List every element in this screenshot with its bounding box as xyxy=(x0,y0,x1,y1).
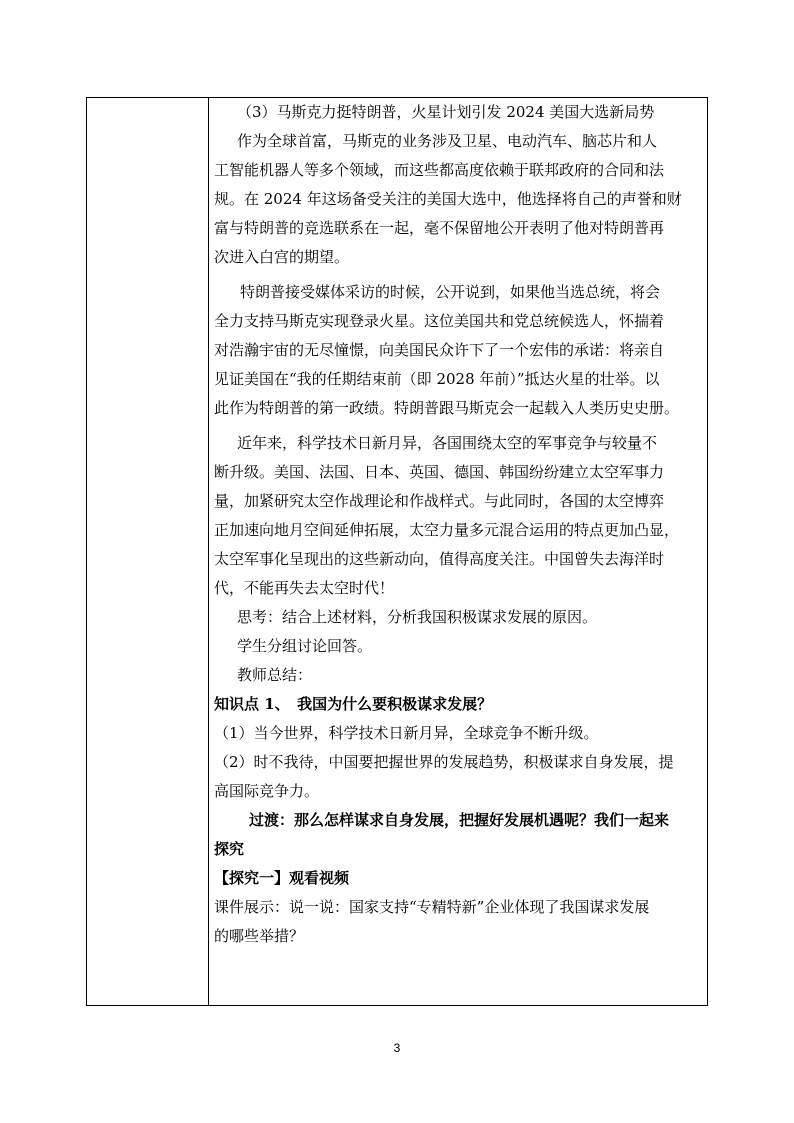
paragraph-line: 正加速向地月空间延伸拓展，太空力量多元混合运用的特点更加凸显， xyxy=(214,521,680,539)
paragraph-line: 特朗普接受媒体采访的时候，公开说到，如果他当选总统，将会 xyxy=(240,283,661,301)
point-line: （2）时不我待，中国要把握世界的发展趋势，积极谋求自身发展，提 xyxy=(214,753,674,771)
question-line: 思考：结合上述材料，分析我国积极谋求发展的原因。 xyxy=(237,608,598,626)
paragraph-line: 断升级。美国、法国、日本、英国、德国、韩国纷纷建立太空军事力 xyxy=(214,463,665,481)
courseware-line: 课件展示：说一说：国家支持“专精特新”企业体现了我国谋求发展 xyxy=(214,898,650,916)
paragraph-line: 全力支持马斯克实现登录火星。这位美国共和党总统候选人，怀揣着 xyxy=(214,312,665,330)
transition-line: 过渡：那么怎样谋求自身发展，把握好发展机遇呢？我们一起来 xyxy=(249,811,670,829)
explore-heading: 【探究一】观看视频 xyxy=(214,869,350,887)
column-divider xyxy=(208,98,209,1005)
courseware-line: 的哪些举措？ xyxy=(214,927,305,945)
paragraph-line: 近年来，科学技术日新月异，各国围绕太空的军事竞争与较量不 xyxy=(237,434,658,452)
point-line: （1）当今世界，科学技术日新月异，全球竞争不断升级。 xyxy=(214,724,599,742)
paragraph-line: 此作为特朗普的第一政绩。特朗普跟马斯克会一起载入人类历史史册。 xyxy=(214,399,680,417)
summary-label: 教师总结： xyxy=(237,666,313,684)
section-heading: （3）马斯克力挺特朗普，火星计划引发 2024 美国大选新局势 xyxy=(237,103,655,121)
paragraph-line: 工智能机器人等多个领域，而这些都高度依赖于联邦政府的合同和法 xyxy=(214,161,665,179)
paragraph-line: 规。在 2024 年这场备受关注的美国大选中，他选择将自己的声誉和财 xyxy=(214,190,682,208)
paragraph-line: 量，加紧研究太空作战理论和作战样式。与此同时，各国的太空博弈 xyxy=(214,492,665,510)
page-number: 3 xyxy=(393,1041,401,1055)
paragraph-line: 富与特朗普的竞选联系在一起，毫不保留地公开表明了他对特朗普再 xyxy=(214,219,665,237)
paragraph-line: 太空军事化呈现出的这些新动向，值得高度关注。中国曾失去海洋时 xyxy=(214,550,665,568)
content-cell xyxy=(214,98,701,951)
paragraph-line: 代，不能再失去太空时代！ xyxy=(214,579,395,597)
knowledge-point-heading: 知识点 1、 我国为什么要积极谋求发展？ xyxy=(214,695,493,713)
paragraph-line: 次进入白宫的期望。 xyxy=(214,248,350,266)
paragraph-line: 对浩瀚宇宙的无尽憧憬，向美国民众许下了一个宏伟的承诺：将亲自 xyxy=(214,341,665,359)
lesson-table xyxy=(86,97,708,1006)
paragraph-line: 作为全球首富，马斯克的业务涉及卫星、电动汽车、脑芯片和人 xyxy=(237,132,658,150)
activity-line: 学生分组讨论回答。 xyxy=(237,637,373,655)
paragraph-line: 见证美国在“我的任期结束前（即 2028 年前）”抵达火星的壮举。以 xyxy=(214,370,660,388)
point-line: 高国际竞争力。 xyxy=(214,782,320,800)
transition-line: 探究 xyxy=(214,840,245,858)
